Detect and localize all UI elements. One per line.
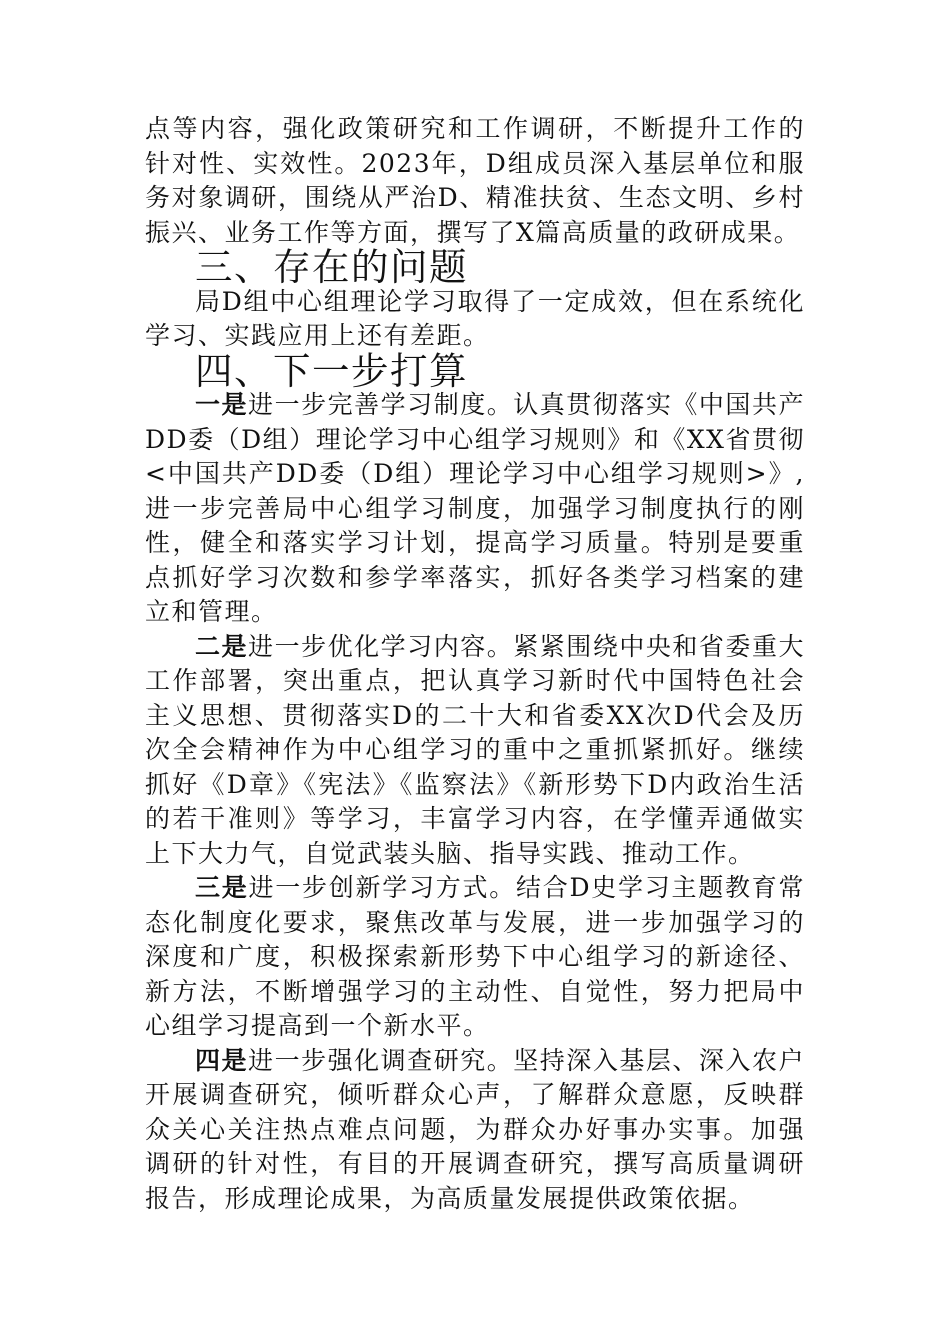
step-one-lead: 一是 [195,390,249,419]
section-heading-problems: 三、存在的问题 [195,245,468,289]
paragraph-step-two [145,630,805,872]
paragraph-step-one [145,388,805,630]
step-three-text: 进一步创新学习方式。结合D史学习主题教育常态化制度化要求，聚焦改革与发展，进一步加强学习的深度和广度，积极探索新形势下中心组学习的新途径、新方法，不断增强学习的主动性、自觉性，努力把局中心组学习提高到一个新水平。 [145,873,805,1040]
step-four-text: 进一步强化调查研究。坚持深入基层、深入农户开展调查研究，倾听群众心声，了解群众意愿，反映群众关心关注热点难点问题，为群众办好事办实事。加强调研的针对性，有目的开展调查研究，撰写高质量调研报告，形成理论成果，为高质量发展提供政策依据。 [145,1045,805,1213]
paragraph-step-three [145,871,805,1044]
step-one-text: 进一步完善学习制度。认真贯彻落实《中国共产DD委（D组）理论学习中心组学习规则》和《XX省贯彻<中国共产DD委（D组）理论学习中心组学习规则>》,进一步完善局中心组学习制度，加强学习制度执行的刚性，健全和落实学习计划，提高学习质量。特别是要重点抓好学习次数和参学率落实，抓好各类学习档案的建立和管理。 [145,390,805,626]
paragraph-step-four [145,1044,805,1217]
document-body [145,112,805,1216]
step-two-lead: 二是 [195,631,249,661]
step-three-lead: 三是 [195,873,249,902]
section-heading-next-steps: 四、下一步打算 [195,348,468,393]
paragraph-continuation: 点等内容，强化政策研究和工作调研，不断提升工作的针对性、实效性。2023年，D组成员深入基层单位和服务对象调研，围绕从严治D、精准扶贫、生态文明、乡村振兴、业务工作等方面，撰写了X篇高质量的政研成果。 [145,114,805,247]
step-two-text: 进一步优化学习内容。紧紧围绕中央和省委重大工作部署，突出重点，把认真学习新时代中国特色社会主义思想、贯彻落实D的二十大和省委XX次D代会及历次全会精神作为中心组学习的重中之重抓紧抓好。继续抓好《D章》《宪法》《监察法》《新形势下D内政治生活的若干准则》等学习，丰富学习内容，在学懂弄通做实上下大力气，自觉武装头脑、指导实践、推动工作。 [145,631,805,868]
step-four-lead: 四是 [195,1045,249,1075]
paragraph-problems: 局D组中心组理论学习取得了一定成效，但在系统化学习、实践应用上还有差距。 [145,286,805,350]
